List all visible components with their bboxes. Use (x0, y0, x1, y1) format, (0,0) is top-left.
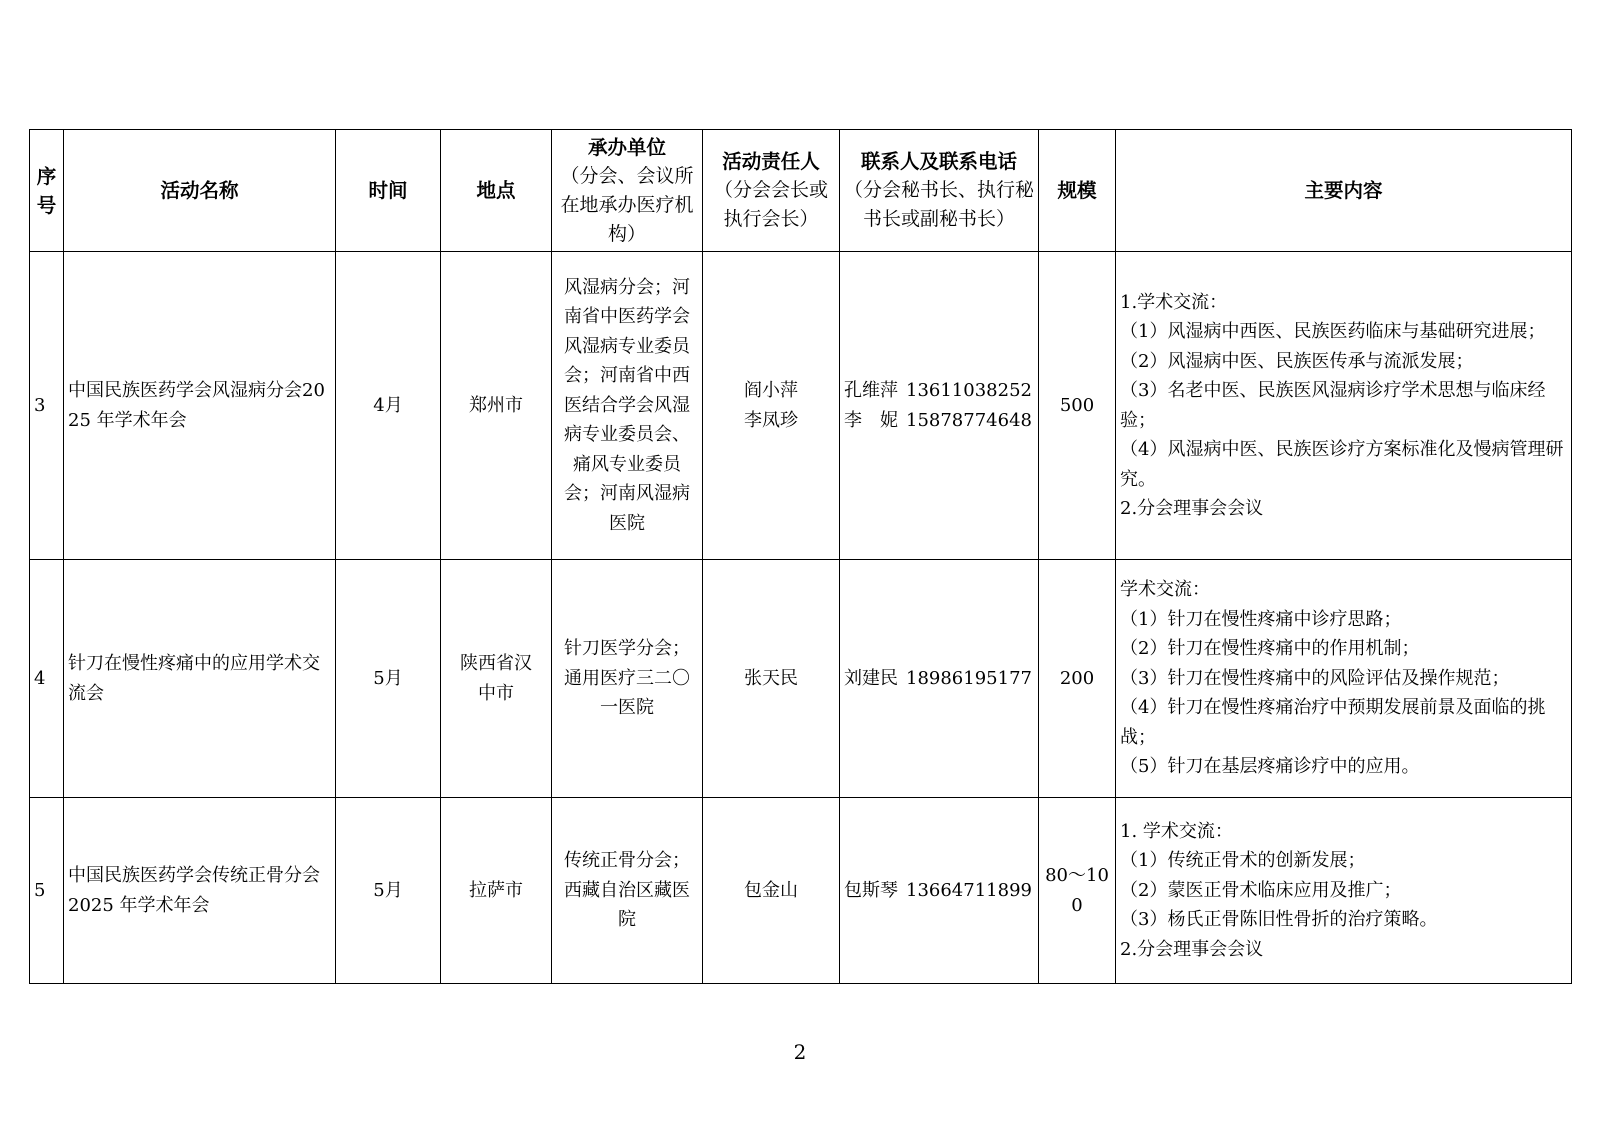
header-content: 主要内容 (1116, 130, 1572, 252)
main-content (1116, 252, 1572, 560)
header-host (552, 130, 703, 252)
header-contact (840, 130, 1039, 252)
contact-entry (844, 876, 1034, 906)
activity-scale: 80～100 (1039, 798, 1116, 984)
lead-person: 包金山 (744, 879, 798, 901)
contact-entry (844, 376, 1034, 406)
lead-person: 李凤珍 (744, 409, 798, 431)
activity-name: 针刀在慢性疼痛中的应用学术交流会 (64, 560, 336, 798)
content-line: 2.分会理事会会议 (1120, 938, 1264, 960)
header-contact-note: （分会秘书长、执行秘书长或副秘书长） (844, 179, 1035, 230)
table-row (30, 798, 1572, 984)
activity-scale: 200 (1039, 560, 1116, 798)
activity-schedule-table (29, 129, 1572, 984)
host-organization: 针刀医学分会；通用医疗三二〇一医院 (552, 560, 703, 798)
contact-entry (844, 664, 1034, 694)
contact-name: 刘建民 (844, 667, 898, 689)
activity-lead (703, 798, 840, 984)
activity-scale: 500 (1039, 252, 1116, 560)
content-line: （4）风湿病中医、民族医诊疗方案标准化及慢病管理研究。 (1120, 439, 1564, 490)
content-line: （1）针刀在慢性疼痛中诊疗思路； (1120, 608, 1402, 630)
table-row (30, 252, 1572, 560)
header-time: 时间 (336, 130, 441, 252)
lead-person: 阎小萍 (744, 380, 798, 401)
contact-phone: 13611038252 (906, 380, 1032, 401)
content-line: 1. 学术交流： (1120, 820, 1233, 842)
header-host-title: 承办单位 (587, 135, 666, 159)
activity-name: 中国民族医药学会传统正骨分会 2025 年学术年会 (64, 798, 336, 984)
header-host-note: （分会、会议所在地承办医疗机构） (560, 164, 694, 245)
row-index: 5 (30, 798, 64, 984)
content-line: （5）针刀在基层疼痛诊疗中的应用。 (1120, 756, 1420, 778)
content-line: （4）针刀在慢性疼痛治疗中预期发展前景及面临的挑战； (1120, 697, 1546, 748)
header-lead-note: （分会会长或执行会长） (713, 179, 828, 230)
header-contact-title: 联系人及联系电话 (860, 150, 1017, 173)
host-organization: 传统正骨分会；西藏自治区藏医院 (552, 798, 703, 984)
table-header-row (30, 130, 1572, 252)
contact-phone: 18986195177 (906, 667, 1032, 689)
header-index: 序号 (30, 130, 64, 252)
content-line: （3）针刀在慢性疼痛中的风险评估及操作规范； (1120, 667, 1510, 689)
header-place: 地点 (441, 130, 552, 252)
host-organization: 风湿病分会；河南省中医药学会风湿病专业委员会；河南省中西医结合学会风湿病专业委员会、痛风专业委员会；河南风湿病医院 (552, 252, 703, 560)
activity-place: 郑州市 (441, 252, 552, 560)
activity-time: 5月 (336, 560, 441, 798)
content-line: （2）风湿病中医、民族医传承与流派发展； (1120, 350, 1474, 372)
contact-phone: 15878774648 (906, 409, 1032, 431)
main-content (1116, 798, 1572, 984)
activity-time: 4月 (336, 252, 441, 560)
activity-place: 拉萨市 (441, 798, 552, 984)
header-name: 活动名称 (64, 130, 336, 252)
contact-name: 孔维萍 (844, 380, 898, 401)
header-scale: 规模 (1039, 130, 1116, 252)
contact-phone: 13664711899 (906, 879, 1032, 901)
header-lead (703, 130, 840, 252)
activity-lead (703, 252, 840, 560)
contact-info (840, 798, 1039, 984)
content-line: 1.学术交流： (1120, 291, 1228, 313)
contact-entry (844, 406, 1034, 436)
activity-lead (703, 560, 840, 798)
contact-name: 李 妮 (844, 409, 898, 431)
activity-name: 中国民族医药学会风湿病分会2025 年学术年会 (64, 252, 336, 560)
row-index: 4 (30, 560, 64, 798)
content-line: （2）蒙医正骨术临床应用及推广； (1120, 879, 1402, 901)
content-line: （3）名老中医、民族医风湿病诊疗学术思想与临床经验； (1120, 380, 1546, 431)
content-line: 学术交流： (1120, 579, 1210, 601)
contact-info (840, 252, 1039, 560)
row-index: 3 (30, 252, 64, 560)
main-content (1116, 560, 1572, 798)
contact-info (840, 560, 1039, 798)
content-line: 2.分会理事会会议 (1120, 498, 1264, 519)
lead-person: 张天民 (744, 667, 798, 689)
content-line: （3）杨氏正骨陈旧性骨折的治疗策略。 (1120, 909, 1438, 931)
table-row (30, 560, 1572, 798)
activity-place: 陕西省汉中市 (441, 560, 552, 798)
header-lead-title: 活动责任人 (722, 150, 820, 173)
page-number: 2 (793, 1040, 807, 1064)
activity-time: 5月 (336, 798, 441, 984)
content-line: （1）风湿病中西医、民族医药临床与基础研究进展； (1120, 321, 1546, 342)
contact-name: 包斯琴 (844, 879, 898, 901)
content-line: （1）传统正骨术的创新发展； (1120, 850, 1366, 872)
content-line: （2）针刀在慢性疼痛中的作用机制； (1120, 638, 1420, 660)
